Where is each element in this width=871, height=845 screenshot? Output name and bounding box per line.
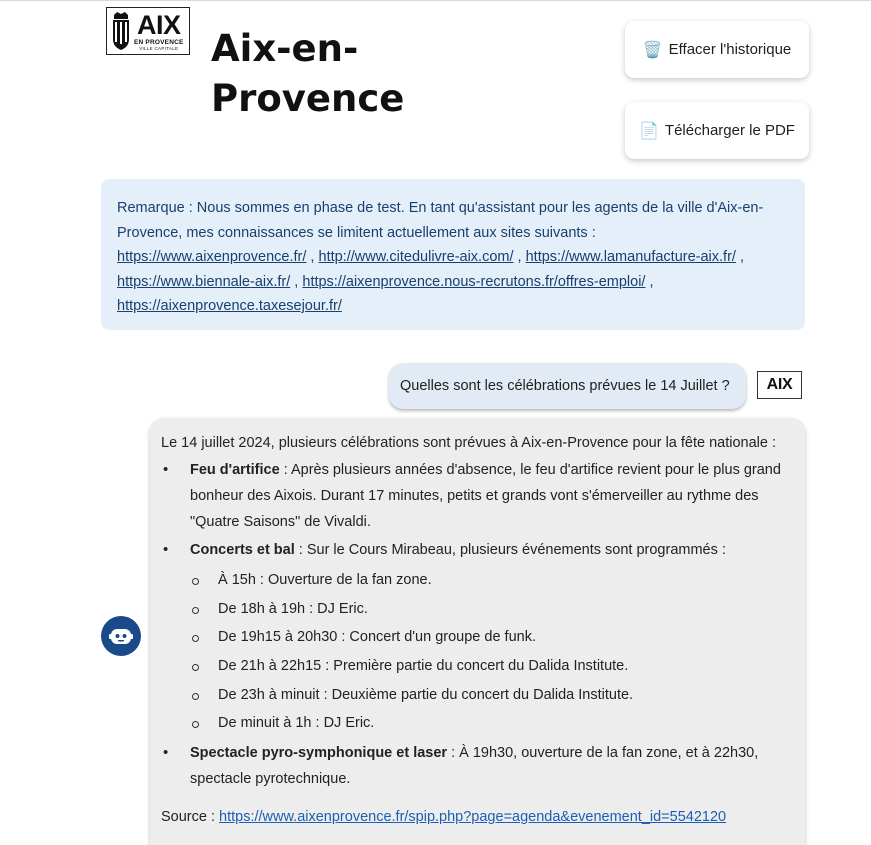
user-avatar-logo: AIX <box>766 376 793 393</box>
item-title: Feu d'artifice <box>190 462 280 478</box>
test-phase-notice: Remarque : Nous sommes en phase de test. En tant qu'assistant pour les agents de la ville d'Aix-en-Provence, mes connaissances se limitent actuellement aux sites suivants : https://www.aixenprovence.fr/ , http://www.citedulivre-aix.com/ , https://www.lamanufacture-aix.fr/ , https://www.biennale-aix.fr/ , https://aixenprovence.nous-recrutons.fr/offres-emploi/ , https://aixenprovence.taxesejour.fr/ <box>101 179 805 330</box>
item-title: Spectacle pyro-symphonique et laser <box>190 745 448 762</box>
robot-icon <box>109 626 133 646</box>
list-subitem: De 19h15 à 20h30 : Concert d'un groupe de funk. <box>190 623 795 652</box>
notice-link[interactable]: https://www.lamanufacture-aix.fr/ <box>525 249 736 265</box>
trash-icon: 🗑️ <box>642 41 663 59</box>
item-text: : Sur le Cours Mirabeau, plusieurs événements sont programmés : <box>294 542 726 558</box>
concerts-sublist <box>190 566 795 738</box>
clear-history-button[interactable] <box>625 21 809 78</box>
user-message <box>389 363 746 409</box>
coat-of-arms-icon <box>111 11 131 51</box>
list-subitem: À 15h : Ouverture de la fan zone. <box>190 566 795 595</box>
list-subitem: De 18h à 19h : DJ Eric. <box>190 595 795 624</box>
notice-link[interactable]: https://www.biennale-aix.fr/ <box>117 273 291 290</box>
notice-text: Remarque : Nous sommes en phase de test. En tant qu'assistant pour les agents de la ville d'Aix-en-Provence, mes connaissances se limitent actuellement aux sites suivants : <box>117 200 764 241</box>
top-divider <box>0 0 871 1</box>
bot-avatar <box>101 616 141 656</box>
download-pdf-button[interactable] <box>625 102 809 159</box>
item-text: : Après plusieurs années d'absence, le feu d'artifice revient pour le plus grand bonheur des Aixois. Durant 17 minutes, petits et grands vont s'émerveiller au rythme des "Quatre Saisons" de Vivaldi. <box>190 462 781 530</box>
download-pdf-label: Télécharger le PDF <box>664 122 795 139</box>
list-item <box>161 537 795 738</box>
list-subitem: De 23h à minuit : Deuxième partie du concert du Dalida Institute. <box>190 681 795 710</box>
item-text: : À 19h30, ouverture de la fan zone, et à 22h30, spectacle pyrotechnique. <box>190 745 759 788</box>
bot-intro: Le 14 juillet 2024, plusieurs célébrations sont prévues à Aix-en-Provence pour la fête nationale : <box>161 435 777 451</box>
notice-link[interactable]: https://aixenprovence.taxesejour.fr/ <box>117 298 342 314</box>
notice-link[interactable]: https://aixenprovence.nous-recrutons.fr/offres-emploi/ <box>302 273 646 290</box>
city-logo <box>106 7 190 55</box>
list-item <box>161 457 795 535</box>
list-item <box>161 740 795 792</box>
page-title: Aix-en-Provence <box>211 27 405 120</box>
bot-message <box>150 418 805 845</box>
user-avatar <box>757 371 802 399</box>
list-subitem: De minuit à 1h : DJ Eric. <box>190 709 795 738</box>
source-line <box>161 804 795 830</box>
logo-text: AIX <box>137 9 181 40</box>
list-subitem: De 21h à 22h15 : Première partie du concert du Dalida Institute. <box>190 652 795 681</box>
source-label: Source : <box>161 809 215 826</box>
user-message-text: Quelles sont les célébrations prévues le 14 Juillet ? <box>400 378 730 394</box>
notice-link[interactable]: http://www.citedulivre-aix.com/ <box>318 249 514 265</box>
item-title: Concerts et bal <box>190 542 295 558</box>
notice-link[interactable]: https://www.aixenprovence.fr/ <box>117 249 307 265</box>
clear-history-label: Effacer l'historique <box>668 41 792 58</box>
source-link[interactable]: https://www.aixenprovence.fr/spip.php?page=agenda&evenement_id=5542120 <box>219 809 727 826</box>
celebrations-list <box>161 457 795 792</box>
document-icon: 📄 <box>639 122 659 140</box>
logo-tagline: VILLE CAPITALE <box>139 45 179 51</box>
logo-subtext: EN PROVENCE <box>134 38 184 46</box>
